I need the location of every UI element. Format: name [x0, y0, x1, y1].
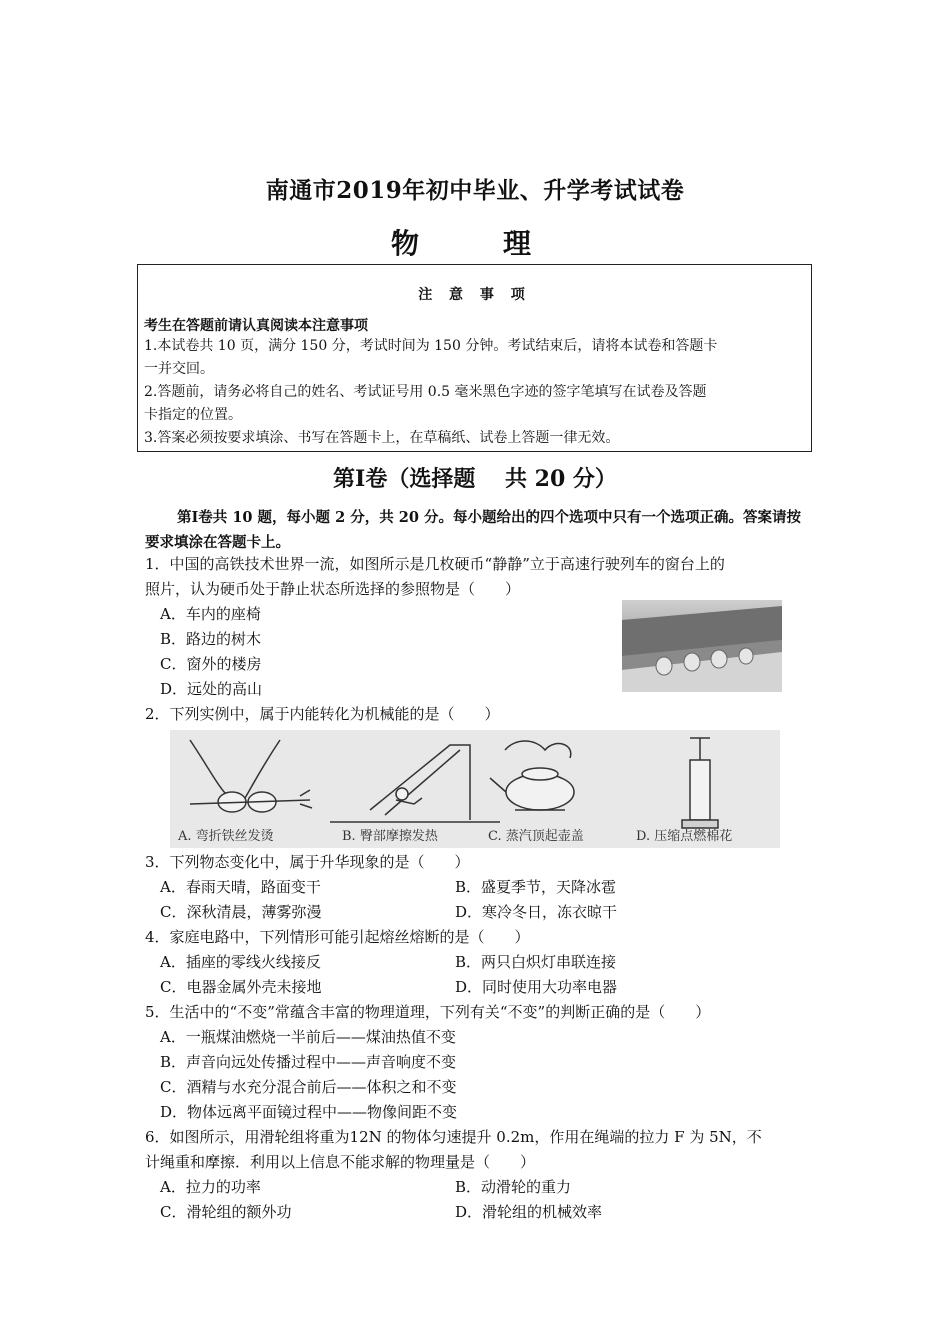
q6-option-b: B．动滑轮的重力	[455, 1178, 572, 1196]
q5-option-d: D．物体远离平面镜过程中——物像间距不变	[160, 1103, 458, 1121]
q2-figure	[170, 730, 780, 848]
q6-line1: 6．如图所示，用滑轮组将重为12N 的物体匀速提升 0.2m，作用在绳端的拉力 F 为 5N，不	[145, 1128, 762, 1146]
q6-option-a: A．拉力的功率	[160, 1178, 261, 1196]
q2-caption-b: B. 臀部摩擦发热	[342, 829, 438, 844]
q6-option-c: C．滑轮组的额外功	[160, 1203, 292, 1221]
q1-line1: 1．中国的高铁技术世界一流，如图所示是几枚硬币“静静”立于高速行驶列车的窗台上的	[145, 555, 725, 573]
notice-line: 卡指定的位置。	[144, 407, 242, 423]
subject-title: 物 理	[390, 227, 559, 260]
notice-line: 3.答案必须按要求填涂、书写在答题卡上，在草稿纸、试卷上答题一律无效。	[144, 430, 620, 446]
q1-option-d: D．远处的高山	[160, 680, 263, 698]
notice-line: 1.本试卷共 10 页，满分 150 分，考试时间为 150 分钟。考试结束后，请将本试卷和答题卡	[144, 338, 718, 354]
q3-option-b: B．盛夏季节，天降冰雹	[455, 878, 617, 896]
coins-on-train-photo	[622, 600, 782, 692]
q1-line2: 照片，认为硬币处于静止状态所选择的参照物是（ ）	[145, 580, 521, 598]
section-intro: 第Ⅰ卷共 10 题，每小题 2 分，共 20 分。每小题给出的四个选项中只有一个选项正确。答案请按要求填涂在答题卡上。	[145, 509, 802, 551]
q1-option-a: A．车内的座椅	[160, 605, 261, 623]
q5-stem: 5．生活中的“不变”常蕴含丰富的物理道理，下列有关“不变”的判断正确的是（ ）	[145, 1003, 711, 1021]
q2-caption-d: D. 压缩点燃棉花	[636, 829, 733, 844]
q4-option-c: C．电器金属外壳未接地	[160, 978, 322, 996]
q1-option-b: B．路边的树木	[160, 630, 262, 648]
notice-line: 一并交回。	[144, 361, 214, 377]
q3-option-d: D．寒冷冬日，冻衣晾干	[455, 903, 618, 921]
q3-stem: 3．下列物态变化中，属于升华现象的是（ ）	[145, 853, 470, 871]
exam-title: 南通市2019年初中毕业、升学考试试卷	[265, 177, 685, 204]
q4-option-a: A．插座的零线火线接反	[160, 953, 321, 971]
q6-option-d: D．滑轮组的机械效率	[455, 1203, 603, 1221]
q3-option-c: C．深秋清晨，薄雾弥漫	[160, 903, 322, 921]
q6-line2: 计绳重和摩擦．利用以上信息不能求解的物理量是（ ）	[145, 1153, 536, 1171]
q4-stem: 4．家庭电路中，下列情形可能引起熔丝熔断的是（ ）	[145, 928, 530, 946]
section-title: 第Ⅰ卷（选择题 共 20 分）	[333, 466, 617, 492]
q4-option-b: B．两只白炽灯串联连接	[455, 953, 617, 971]
q4-option-d: D．同时使用大功率电器	[455, 978, 618, 996]
q3-option-a: A．春雨天晴，路面变干	[160, 878, 321, 896]
q2-stem: 2．下列实例中，属于内能转化为机械能的是（ ）	[145, 705, 500, 723]
q2-caption-c: C. 蒸汽顶起壶盖	[488, 829, 584, 844]
notice-heading: 注 意 事 项	[418, 287, 531, 303]
notice-box	[137, 264, 812, 452]
notice-intro: 考生在答题前请认真阅读本注意事项	[144, 318, 368, 334]
q5-option-b: B．声音向远处传播过程中——声音响度不变	[160, 1053, 457, 1071]
q5-option-c: C．酒精与水充分混合前后——体积之和不变	[160, 1078, 457, 1096]
q1-option-c: C．窗外的楼房	[160, 655, 262, 673]
notice-line: 2.答题前，请务必将自己的姓名、考试证号用 0.5 毫米黑色字迹的签字笔填写在试卷及答题	[144, 384, 707, 400]
q2-caption-a: A. 弯折铁丝发烫	[178, 829, 274, 844]
q5-option-a: A．一瓶煤油燃烧一半前后——煤油热值不变	[160, 1028, 456, 1046]
